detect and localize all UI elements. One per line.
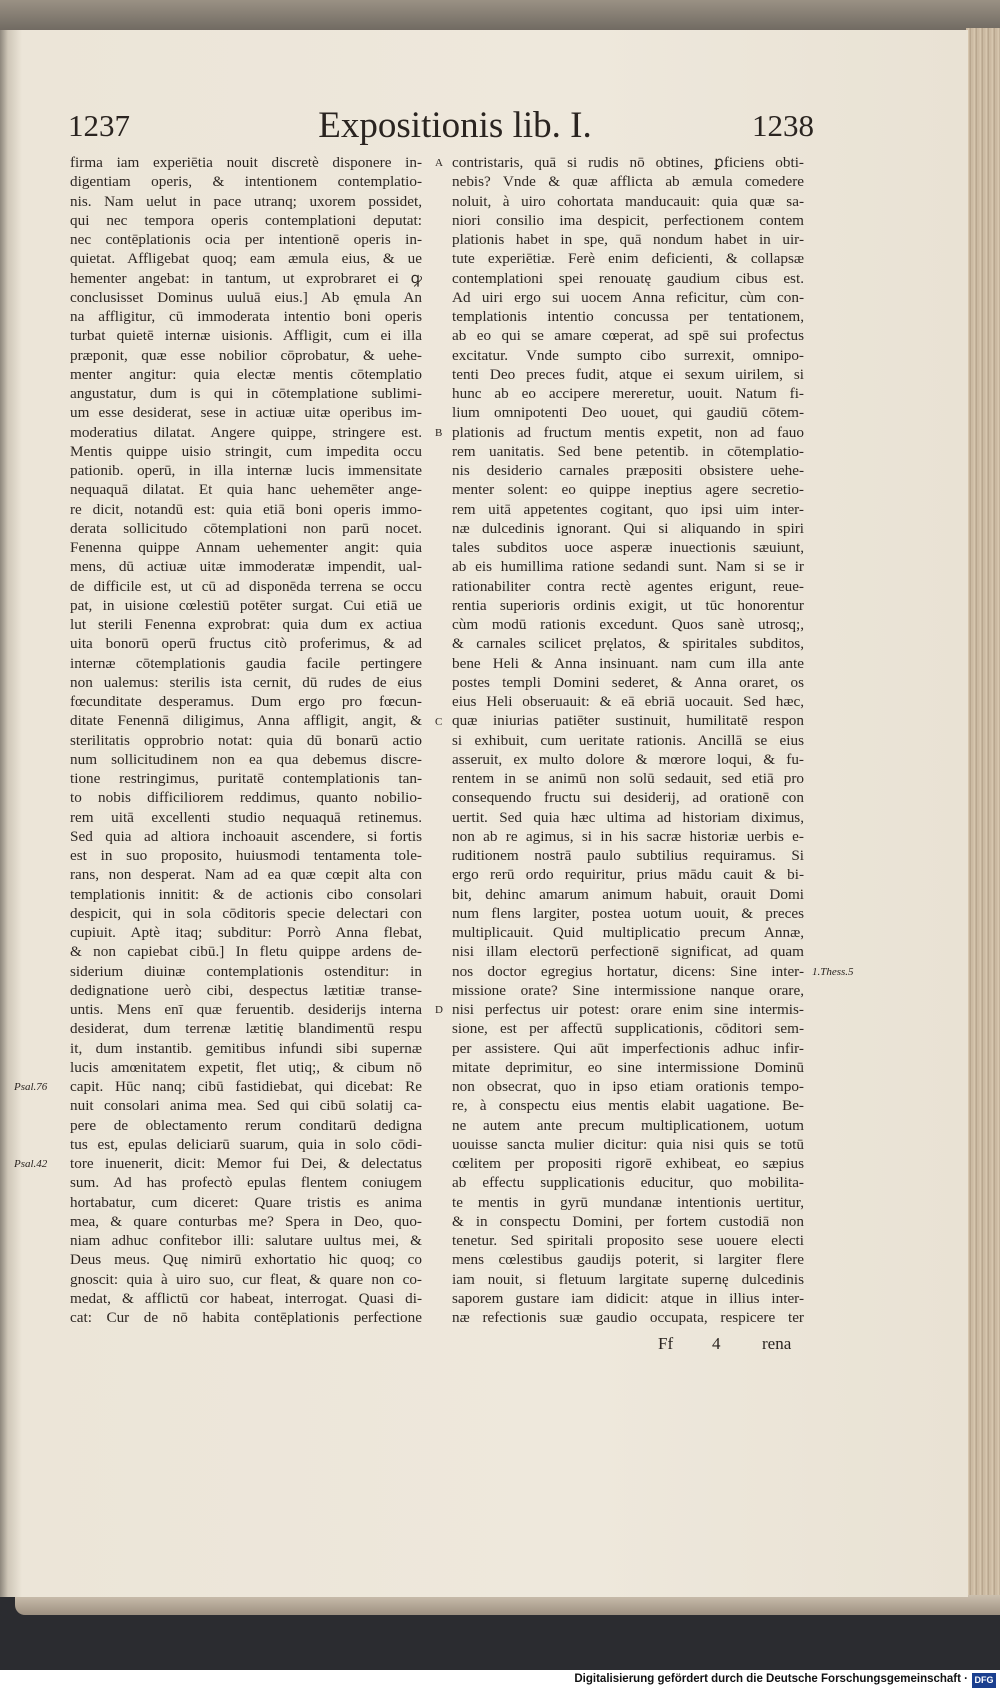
left-text-column (70, 153, 422, 1327)
text-line: menter solent: eo quippe ineptius agere secretio- (452, 481, 804, 499)
text-line: præponit, quæ esse nobilior cōprobatur, & uehe- (70, 346, 422, 364)
text-line: lut sterili Fenenna exprobrat: quia dum ex actiua (70, 616, 422, 633)
signature-mark: Ff (658, 1334, 674, 1353)
book-fore-edge (966, 28, 1000, 1603)
text-line: Ad uiri ergo sui uocem Anna reficitur, cùm con- (452, 288, 804, 306)
text-line: næ dulcedinis ignorant. Qui si aliquando in spiri (452, 519, 804, 537)
section-mark-c: C (435, 716, 443, 728)
text-line: re, à conspectu eius mentis elabit uagatione. Be- (452, 1097, 804, 1115)
catchword: rena (762, 1334, 792, 1353)
text-line: tenetur. Sed spiritali proposito sese uouere electi (452, 1232, 804, 1249)
text-line: tore inuenerit, dicit: Memor fui Dei, & delectatus (70, 1155, 422, 1172)
text-line: sterilitatis opprobrio notat: quia dū bonarū actio (70, 731, 422, 749)
text-line: rem uitā appetentes cogitant, quo ipsi uim inter- (452, 500, 804, 518)
text-line: gnoscit: quia à uiro suo, cur fleat, & quare non co- (70, 1270, 422, 1288)
text-line: ruditionem nostrā paulo subtilius requiramus. Si (452, 847, 804, 864)
text-line: eius Heli obseruauit: & eā ebriā uocauit. Sed hæc, (452, 693, 804, 710)
text-line: næ refectionis suæ gaudio occupata, respicere ter (452, 1309, 804, 1326)
text-line: rationabiliter contra rectè agentes erigunt, reue- (452, 577, 804, 595)
text-line: contristaris, quā si rudis nō obtines, ꝑficiens obti- (452, 154, 804, 171)
text-line: non ab re agimus, si in his sacræ historiæ uerbis e- (452, 827, 804, 845)
text-line: num flens largiter, postea uotum uouit, & preces (452, 904, 804, 922)
text-line: ab effectu supplicationis educitur, quo mobilita- (452, 1174, 804, 1192)
running-head: Expositionis lib. I. (318, 105, 592, 146)
text-line: ab eo qui se amare cœperat, ad spē sui profectus (452, 327, 804, 345)
text-line: quæ iniurias patiēter sustinuit, humilitatē respon (452, 712, 804, 730)
text-line: tus est, epulas deliciarū suarum, quia in solo cōdi- (70, 1135, 422, 1153)
text-line: nisi perfectus uir potest: orare enim sine intermis- (452, 1001, 804, 1018)
right-text-column (452, 153, 804, 1327)
text-line: digentiam operis, & intentionem contemplatio- (70, 173, 422, 191)
text-line: moderatius dilatat. Angere quippe, stringere est. (70, 423, 422, 441)
text-line: cùm modū rationis excedunt. Quos sanè utrosq;, (452, 616, 804, 633)
text-line: conclusisset Dominus uuluā eius.] Ab ęmula An (70, 288, 422, 306)
section-mark-a: A (435, 157, 443, 169)
section-mark-b: B (435, 427, 443, 439)
text-line: ab eis humillima ratione sedandi sunt. Nam si se ir (452, 558, 804, 576)
margin-note-thessalonians: 1.Thess.5 (812, 966, 854, 978)
text-line: sione, est per affectū supplicationis, cōditori sem- (452, 1020, 804, 1038)
text-line: Mentis quippe uisio stringit, cum impedita occu (70, 442, 422, 460)
text-line: pationib. operū, in illa internæ lucis immensitate (70, 462, 422, 479)
text-line: consequendo fructu sui desiderij, ad orationē con (452, 789, 804, 807)
text-line: tione restringimus, puritatē contemplationis tan- (70, 770, 422, 787)
text-line: pat, in uisione cœlestiū potēter surgat. Cui etiā ue (70, 596, 422, 614)
text-line: hortabatur, cum diceret: Quare tristis es anima (70, 1193, 422, 1211)
text-line: cupiuit. Aptè itaq; subditur: Porrò Anna flebat, (70, 924, 422, 941)
digitization-footer (0, 1670, 1000, 1691)
text-line: internæ cōtemplationis gaudia facile pertingere (70, 654, 422, 672)
footer-credit: Digitalisierung gefördert durch die Deutsche Forschungsgemeinschaft · (574, 1673, 968, 1685)
text-line: missione orate? Sine intermissione nanque orare, (452, 981, 804, 999)
text-line: rans, non desperat. Nam ad ea quæ cœpit alta con (70, 866, 422, 884)
text-line: medat, & afflictū cor habeat, interrogat. Quasi di- (70, 1289, 422, 1307)
text-line: nuit consolari anima mea. Sed qui cibū solatij ca- (70, 1097, 422, 1115)
text-line: excitatur. Vnde sumpto cibo surrexit, omnipo- (452, 346, 804, 364)
text-line: uouisse sancta mulier dicitur: quia nisi quis se totū (452, 1135, 804, 1153)
text-line: turbat quietē internæ uisionis. Affligit, cum ei illa (70, 327, 422, 345)
text-line: capit. Hūc nanq; cibū fastidiebat, qui dicebat: Re (70, 1078, 422, 1095)
left-page-number: 1237 (68, 108, 130, 143)
text-line: rentia superioris ordinis exigit, ut tūc honorentur (452, 596, 804, 614)
text-line: mens, dū actiuæ uitæ immoderatæ impendit, ual- (70, 558, 422, 576)
text-line: de difficile est, ut cū ad disponēda terrena se occu (70, 577, 422, 595)
text-line: nebis? Vnde & quæ afflicta ab æmula comedere (452, 173, 804, 191)
text-line: templationis innitit: & de actionis cibo consolari (70, 885, 422, 903)
text-line: nis desiderio carnales præpositi obsistere uehe- (452, 462, 804, 479)
text-line: Deus meus. Quę nimirū exhortatio hic quoq; co (70, 1251, 422, 1269)
text-line: si exhibuit, cum ueritate rationis. Ancillā se eius (452, 731, 804, 749)
text-line: & carnales scilicet pręlatos, & spiritales subditos, (452, 635, 804, 653)
text-line: non ualemus: sterilis ista cernit, dū rudes de eius (70, 673, 422, 691)
text-line: lucis amœnitatem expetit, flet utiq;, & cibum nō (70, 1058, 422, 1076)
text-line: uita bonorū operū fructus citò proferimus, & ad (70, 635, 422, 653)
text-line: mea, & quare conturbas me? Spera in Deo, quo- (70, 1212, 422, 1230)
text-line: bene Heli & Anna insinuant. nam cum illa ante (452, 654, 804, 672)
text-line: tenti Deo preces fudit, atque ei sexum uirilem, si (452, 365, 804, 383)
text-line: postes templi Domini sederet, & Anna oraret, os (452, 673, 804, 691)
text-line: ditate Fenennā diligimus, Anna affligit, angit, & (70, 712, 422, 730)
text-line: hunc ab eo accipere mereretur, uouit. Natum fi- (452, 385, 804, 402)
text-line: niam adhuc confitebor illi: salutare uultus mei, & (70, 1232, 422, 1249)
text-line: Fenenna quippe Annam uehementer angit: quia (70, 539, 422, 556)
text-line: plationis ad fructum mentis expetit, non ad fauo (452, 423, 804, 441)
text-line: mens cœlestibus gaudijs poterit, si largiter flere (452, 1251, 804, 1269)
text-line: pere de oblectamento rerum conditarū dedigna (70, 1116, 422, 1134)
text-line: asseruit, ex multo dolore & mœrore loqui, & fu- (452, 750, 804, 768)
text-line: & non capiebat cibū.] In fletu quippe ardens de- (70, 943, 422, 961)
text-line: contemplationi spei renouatę gaudium cibus est. (452, 269, 804, 287)
text-line: nis. Nam uelut in pace utranq; uxorem possidet, (70, 192, 422, 210)
text-line: rentem in se animū non solū sedauit, sed etiā pro (452, 770, 804, 787)
text-line: uertit. Sed quia hæc ultima ad historiam diximus, (452, 808, 804, 826)
text-line: non obsecrat, quo in ipso etiam orationis tempo- (452, 1078, 804, 1095)
text-line: noluit, à uiro cohortata manducauit: quia quæ sa- (452, 192, 804, 210)
text-line: bit, dehinc amarum animum habuit, orauit Domi (452, 885, 804, 903)
text-line: nec contēplationis ocia per intentionē operis in- (70, 231, 422, 248)
text-line: dedignatione uerò cibi, despectus lætitiæ transe- (70, 981, 422, 999)
text-line: sum. Ad has profectò epulas flentem coniugem (70, 1174, 422, 1192)
text-line: re dicit, notandū est: quia etiā boni operis immo- (70, 500, 422, 518)
scan-top-edge (0, 0, 1000, 33)
text-line: est in suo proposito, huiusmodi tentamenta tole- (70, 847, 422, 864)
right-page-number: 1238 (752, 108, 814, 143)
text-line: it, dum instantib. gemitibus infundi sibi supernæ (70, 1039, 422, 1057)
text-line: iam nouit, si fletuum largitate supernę dulcedinis (452, 1270, 804, 1288)
text-line: fœcunditate desperamus. Dum ergo pro fœcun- (70, 693, 422, 710)
text-line: nequaquā dilatat. Et quia hanc uehemēter ange- (70, 481, 422, 499)
text-line: saporem gustare iam didicit: atque in illius inter- (452, 1289, 804, 1307)
book-bottom-edge (15, 1595, 1000, 1615)
text-line: qui nec tempora operis contemplationi deputat: (70, 211, 422, 229)
text-line: ergo rerū ordo requiritur, prius mādu cauit & bi- (452, 866, 804, 884)
text-line: te mentis in gyrū mundanæ intentionis uertitur, (452, 1193, 804, 1211)
text-line: mitate deprimitur, eo sine intermissione Dominū (452, 1058, 804, 1076)
text-line: plationis habet in spe, quā nondum habet in uir- (452, 231, 804, 248)
text-line: siderium diuinæ contemplationis ostenditur: in (70, 962, 422, 980)
text-line: Sed quia ad altiora inchoauit ascendere, si fortis (70, 827, 422, 845)
text-line: angustatur, dum is qui in cōtemplatione sublimi- (70, 385, 422, 402)
text-line: derata sollicitudo cōtemplationi non parū nocet. (70, 519, 422, 537)
text-line: nisi illam electorū perfectionē significat, ad quam (452, 943, 804, 961)
text-line: cœlitem per propositi rigorē exhibeat, eo sæpius (452, 1155, 804, 1172)
text-line: despicit, qui in sola cōditoris specie delectari con (70, 904, 422, 922)
text-line: to nobis difficiliorem reddimus, quanto nobilio- (70, 789, 422, 807)
text-line: cat: Cur de nō habita contēplationis perfectione (70, 1309, 422, 1326)
dfg-logo: DFG (972, 1673, 996, 1688)
margin-note-psalm-76: Psal.76 (14, 1081, 48, 1093)
text-line: num sollicitudinem non ea qua debemus discre- (70, 750, 422, 768)
signature-number: 4 (712, 1334, 721, 1353)
text-line: um esse desiderat, sese in actiuæ uitæ operibus im- (70, 404, 422, 422)
text-line: tales subditos uoce asperæ inuectionis sæuiunt, (452, 539, 804, 556)
text-line: desiderat, dum terrenæ lætitię blandimentū respu (70, 1020, 422, 1038)
text-line: multiplicauit. Quid multiplicatio precum Annæ, (452, 924, 804, 941)
text-line: per assistere. Qui aūt imperfectionis adhuc infir- (452, 1039, 804, 1057)
text-line: nos doctor egregius hortatur, dicens: Sine inter- (452, 962, 804, 980)
text-line: untis. Mens enī quæ feruentib. desiderijs interna (70, 1001, 422, 1018)
text-line: na affligitur, cū immoderata intentio boni operis (70, 308, 422, 325)
text-line: & in conspectu Domini, per fortem custodiā non (452, 1212, 804, 1230)
margin-note-psalm-42: Psal.42 (14, 1158, 48, 1170)
text-line: quietat. Affligebat quoq; eam æmula eius, & ue (70, 250, 422, 268)
text-line: niori consilio ima despicit, perfectionem contem (452, 211, 804, 229)
text-line: rem uitā excellenti studio nequaquā retinemus. (70, 808, 422, 826)
text-line: menter angitur: quia electæ mentis cōtemplatio (70, 365, 422, 383)
text-line: templationis intentio concussa per tentationem, (452, 308, 804, 325)
text-line: hementer angebat: in tantum, ut exprobraret ei ꝙ (70, 269, 422, 287)
text-line: rem uanitatis. Sed bene petentib. in cōtemplatio- (452, 442, 804, 460)
section-mark-d: D (435, 1004, 443, 1016)
text-line: lium omnipotenti Deo uouet, qui gaudiū cōtem- (452, 404, 804, 422)
text-line: tute experiētiæ. Ferè enim deficienti, & collapsæ (452, 250, 804, 268)
text-line: ne autem ante precum multiplicationem, uotum (452, 1116, 804, 1134)
text-line: firma iam experiētia nouit discretè disponere in- (70, 154, 422, 171)
